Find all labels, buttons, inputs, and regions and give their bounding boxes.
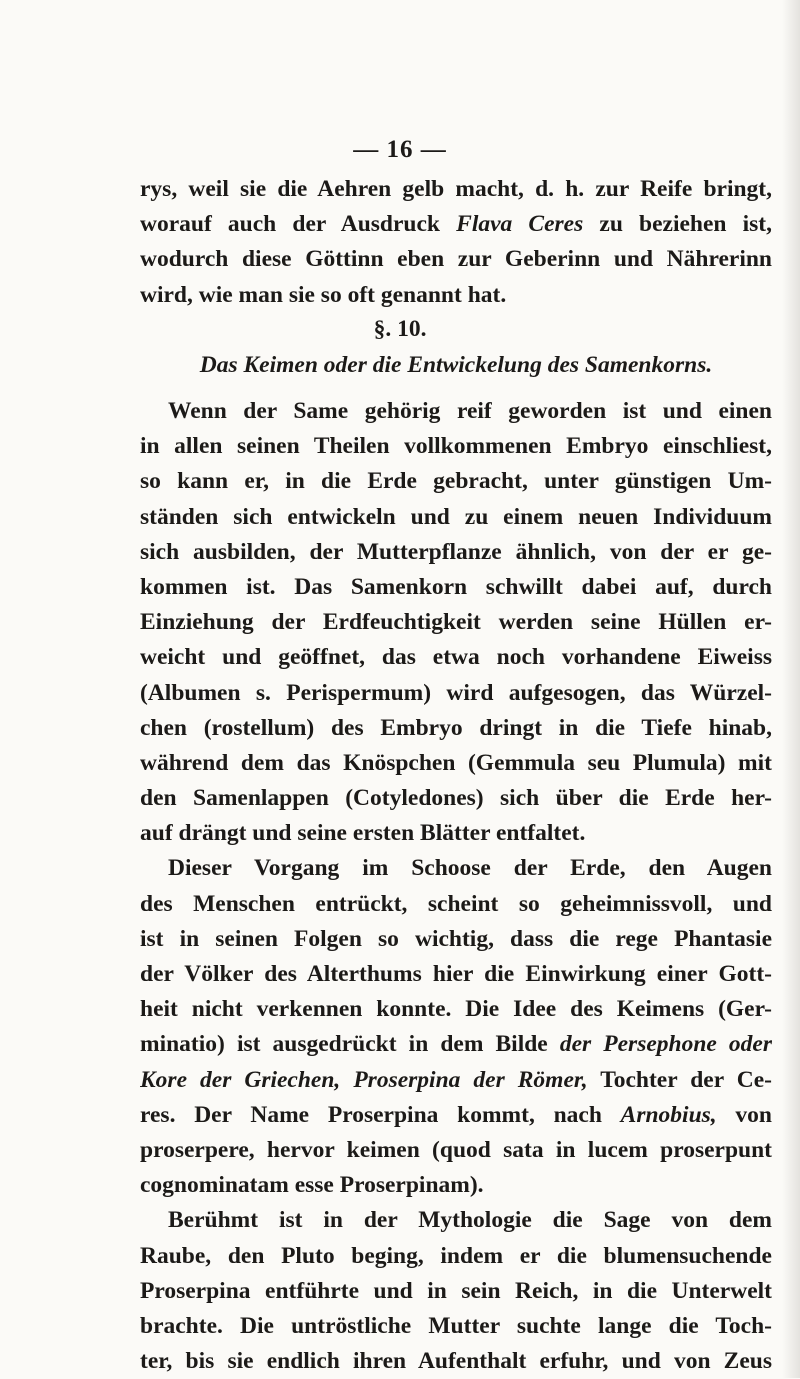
paragraph-first-line: Berühmt ist in der Mythologie die Sage von dem	[168, 1207, 772, 1234]
page-number-header: — 16 —	[353, 136, 447, 163]
text-line: so kann er, in die Erde gebracht, unter günstigen Um-	[140, 468, 772, 495]
text-line: des Menschen entrückt, scheint so geheimnissvoll, und	[140, 890, 772, 917]
text-line: wird, wie man sie so oft genannt hat.	[140, 281, 507, 308]
text-line: (Albumen s. Perispermum) wird aufgesogen, das Würzel-	[140, 679, 772, 706]
text-line: cognominatam esse Proserpinam).	[140, 1172, 484, 1199]
text-line: den Samenlappen (Cotyledones) sich über die Erde her-	[140, 785, 772, 812]
text-line: res. Der Name Proserpina kommt, nach Arnobius, von	[140, 1101, 772, 1128]
section-number: §. 10.	[373, 316, 427, 342]
text-line: Kore der Griechen, Proserpina der Römer, Tochter der Ce-	[140, 1066, 772, 1093]
text-line: rys, weil sie die Aehren gelb macht, d. h. zur Reife bringt,	[140, 176, 772, 202]
text-line: worauf auch der Ausdruck Flava Ceres zu beziehen ist,	[140, 211, 772, 238]
text-line: ständen sich entwickeln und zu einem neuen Individuum	[140, 503, 772, 530]
text-line: Proserpina entführte und in sein Reich, in die Unterwelt	[140, 1277, 772, 1304]
text-line: chen (rostellum) des Embryo dringt in die Tiefe hinab,	[140, 714, 772, 741]
text-line: kommen ist. Das Samenkorn schwillt dabei auf, durch	[140, 573, 772, 600]
text-line: in allen seinen Theilen vollkommenen Embryo einschliest,	[140, 433, 772, 460]
paragraph-first-line: Dieser Vorgang im Schoose der Erde, den Augen	[168, 855, 772, 882]
text-line: ter, bis sie endlich ihren Aufenthalt erfuhr, und von Zeus	[140, 1348, 772, 1375]
body-text	[140, 394, 772, 1379]
text-line: minatio) ist ausgedrückt in dem Bilde der Persephone oder	[140, 1031, 772, 1058]
paragraph-first-line: Wenn der Same gehörig reif geworden ist und einen	[168, 398, 772, 424]
text-line: weicht und geöffnet, das etwa noch vorhandene Eiweiss	[140, 644, 772, 671]
text-line: Raube, den Pluto beging, indem er die blumensuchende	[140, 1242, 772, 1269]
text-line: auf drängt und seine ersten Blätter entfaltet.	[140, 820, 586, 847]
text-line: Einziehung der Erdfeuchtigkeit werden seine Hüllen er-	[140, 609, 772, 636]
text-line: sich ausbilden, der Mutterpflanze ähnlich, von der er ge-	[140, 538, 772, 565]
text-line: brachte. Die untröstliche Mutter suchte lange die Toch-	[140, 1312, 772, 1339]
text-line: ist in seinen Folgen so wichtig, dass die rege Phantasie	[140, 925, 772, 952]
text-line: heit nicht verkennen konnte. Die Idee des Keimens (Ger-	[140, 996, 772, 1023]
text-line: während dem das Knöspchen (Gemmula seu Plumula) mit	[140, 749, 772, 776]
intro-paragraph	[140, 172, 772, 313]
text-line: der Völker des Alterthums hier die Einwirkung einer Gott-	[140, 961, 772, 987]
page-edge-shadow	[782, 0, 800, 1378]
text-line: wodurch diese Göttinn eben zur Geberinn und Nährerinn	[140, 246, 772, 273]
section-title: Das Keimen oder die Entwickelung des Samenkorns.	[199, 352, 713, 378]
text-line: proserpere, hervor keimen (quod sata in lucem proserpunt	[140, 1136, 772, 1163]
